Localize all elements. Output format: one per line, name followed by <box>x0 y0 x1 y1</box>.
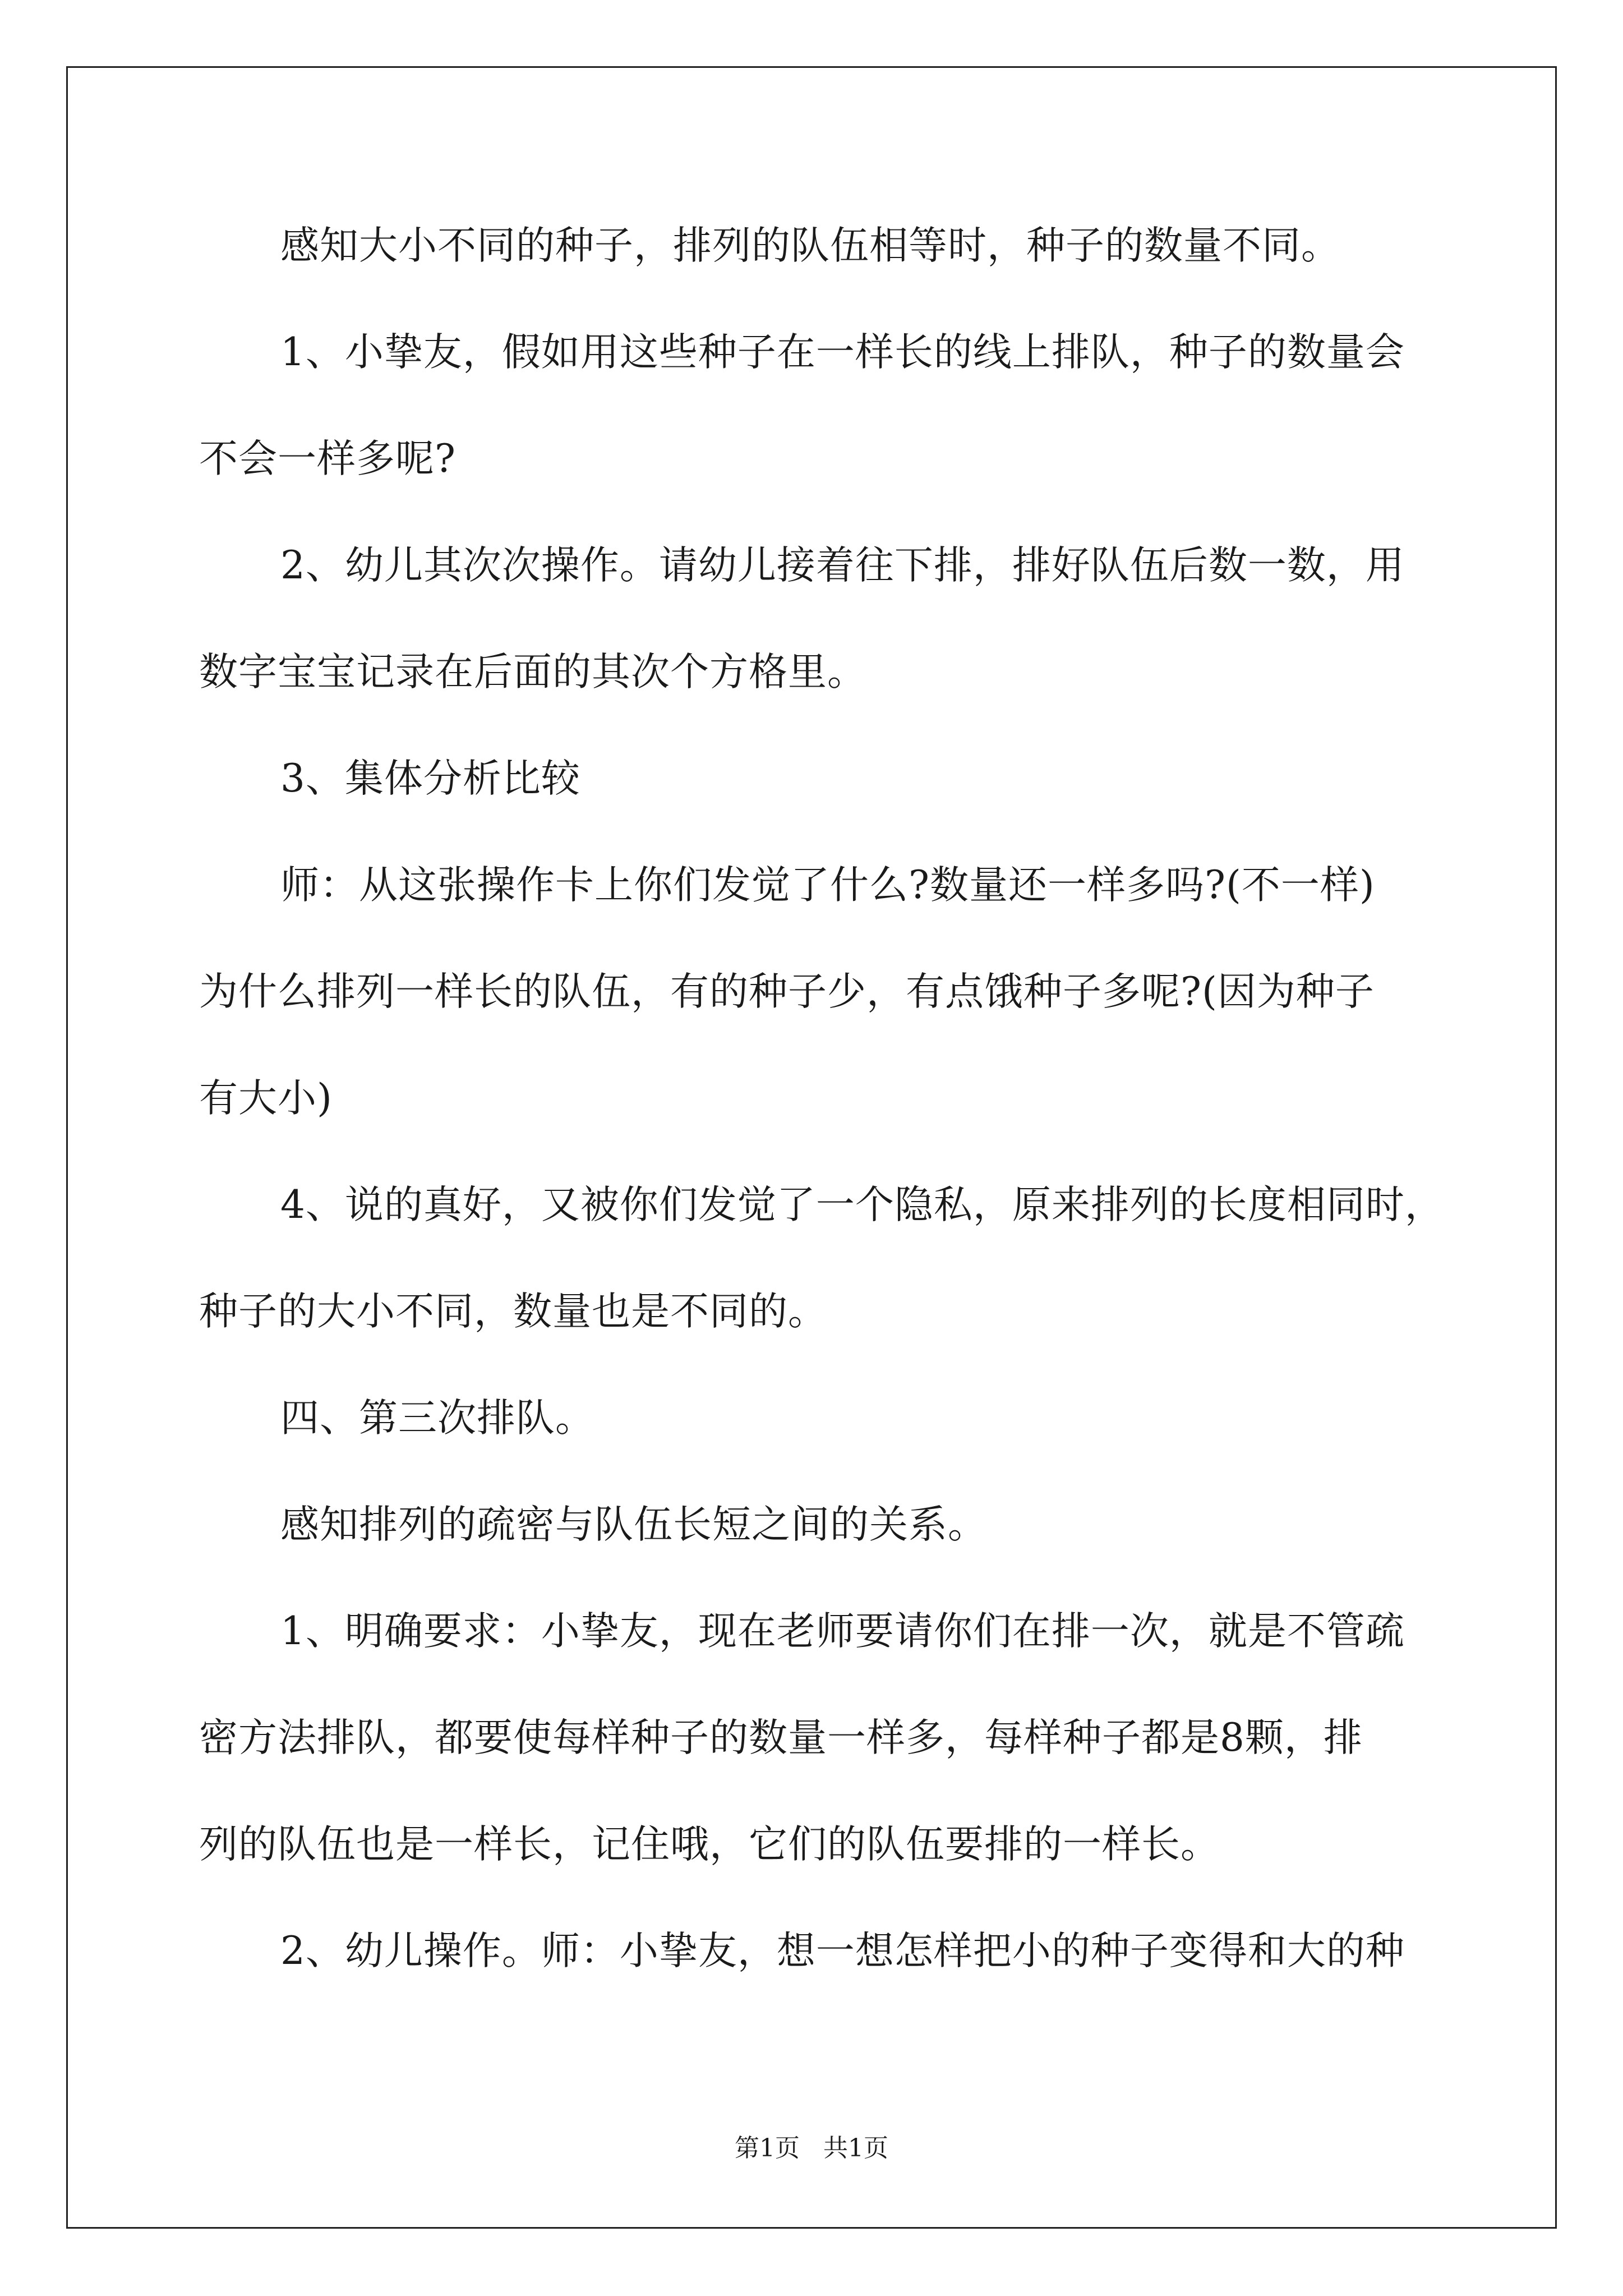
paragraph-line: 4、说的真好，又被你们发觉了一个隐私，原来排列的长度相同时， <box>280 1182 1444 1227</box>
paragraph-line: 数字宝宝记录在后面的其次个方格里。 <box>199 650 866 694</box>
page-border <box>66 66 1557 2229</box>
paragraph-line: 师：从这张操作卡上你们发觉了什么?数量还一样多吗?(不一样) <box>280 863 1375 908</box>
paragraph-line: 感知大小不同的种子，排列的队伍相等时，种子的数量不同。 <box>280 223 1340 268</box>
paragraph-line: 不会一样多呢? <box>199 436 456 481</box>
paragraph-line: 列的队伍也是一样长，记住哦，它们的队伍要排的一样长。 <box>199 1822 1220 1867</box>
paragraph-line: 四、第三次排队。 <box>280 1396 594 1441</box>
paragraph-line: 3、集体分析比较 <box>280 756 580 801</box>
paragraph-line: 种子的大小不同，数量也是不同的。 <box>199 1289 827 1334</box>
paragraph-line: 2、幼儿操作。师：小挚友，想一想怎样把小的种子变得和大的种 <box>280 1929 1405 1973</box>
paragraph-line: 1、小挚友，假如用这些种子在一样长的线上排队，种子的数量会 <box>280 330 1405 375</box>
paragraph-line: 感知排列的疏密与队伍长短之间的关系。 <box>280 1502 987 1547</box>
paragraph-line: 密方法排队，都要使每样种子的数量一样多，每样种子都是8颗，排 <box>199 1715 1363 1760</box>
page-number-footer: 第1页 共1页 <box>735 2134 888 2162</box>
paragraph-line: 有大小) <box>199 1076 333 1121</box>
paragraph-line: 2、幼儿其次次操作。请幼儿接着往下排，排好队伍后数一数，用 <box>280 543 1405 588</box>
paragraph-line: 1、明确要求：小挚友，现在老师要请你们在排一次，就是不管疏 <box>280 1609 1405 1654</box>
paragraph-line: 为什么排列一样长的队伍，有的种子少，有点饿种子多呢?(因为种子 <box>199 969 1375 1014</box>
